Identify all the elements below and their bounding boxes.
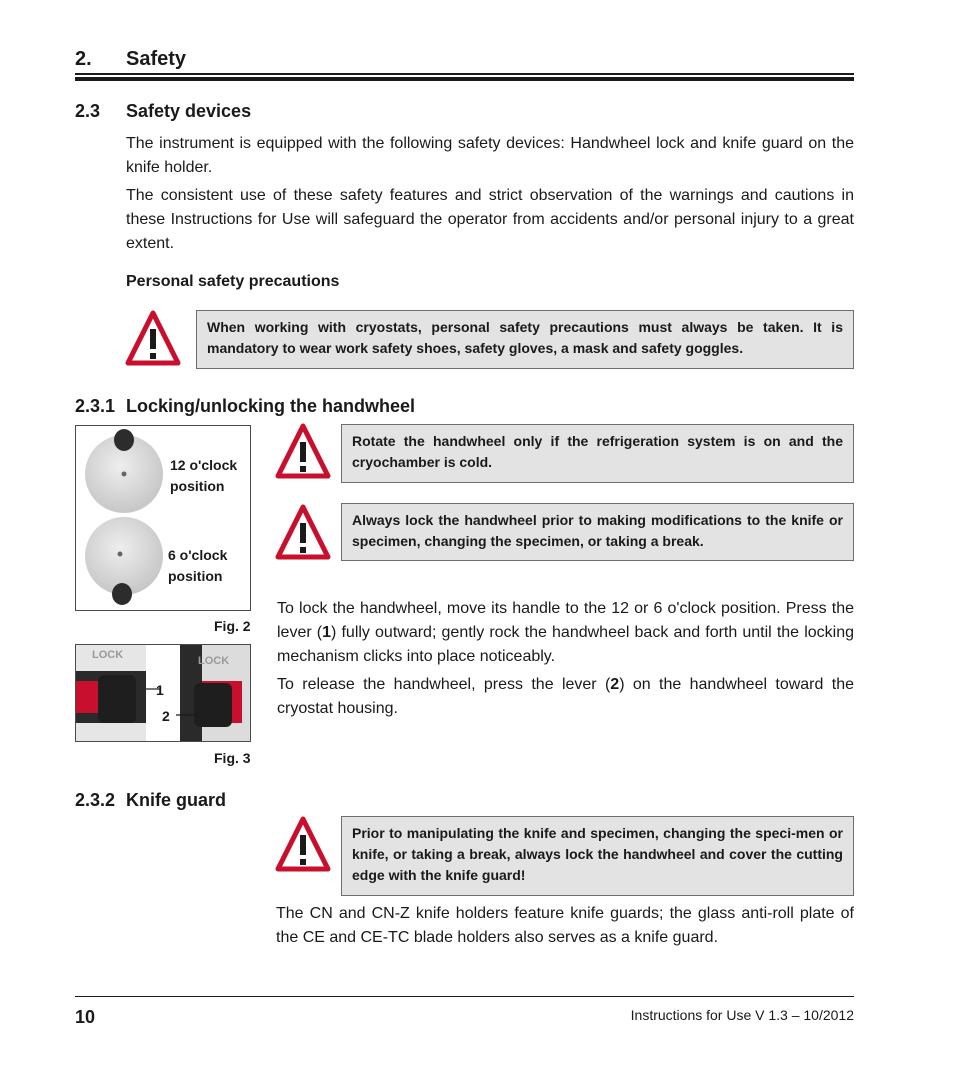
- release-paragraph: To release the handwheel, press the lever (2) on the handwheel toward the cryostat housing.: [277, 676, 854, 717]
- fig2-label-top-2: position: [170, 478, 225, 494]
- warning-box-refrigeration: Rotate the handwheel only if the refrigeration system is on and the cryochamber is cold.: [341, 424, 854, 483]
- warning-triangle-icon: [125, 309, 181, 367]
- warning-box-knife-guard: Prior to manipulating the knife and specimen, changing the speci-men or knife, or taking a break, always lock the handwheel and cover the cutting edge with the knife guard!: [341, 816, 854, 896]
- warning-triangle-icon: [275, 422, 331, 480]
- callout-2: 2: [162, 708, 170, 724]
- warning-triangle-icon: [275, 815, 331, 873]
- figure-3: [75, 644, 251, 742]
- subsection-title: Knife guard: [126, 790, 227, 810]
- fig3-caption: Fig. 3: [214, 750, 251, 766]
- chapter-title: Safety: [126, 48, 187, 70]
- header-rule-thick: [75, 77, 854, 81]
- fig2-label-top-1: 12 o'clock: [170, 457, 238, 473]
- callout-1: 1: [156, 682, 164, 698]
- lock-paragraph: To lock the handwheel, move its handle to the 12 or 6 o'clock position. Press the lever (1) fully outward; gently rock the handwheel back and forth until the locking mechanism clicks into place noticeably.: [277, 600, 854, 665]
- subsection-title: Locking/unlocking the handwheel: [126, 396, 416, 416]
- safety-paragraph: The consistent use of these safety features and strict observation of the warnings and cautions in these Instructions for Use will safeguard the operator from accidents and/or personal injury to a great extent.: [126, 187, 854, 252]
- warning-box-lock-handwheel: Always lock the handwheel prior to making modifications to the knife or specimen, changing the specimen, or taking a break.: [341, 503, 854, 561]
- warning-triangle-icon: [275, 503, 331, 561]
- fig2-label-bottom-1: 6 o'clock: [168, 547, 228, 563]
- fig2-label-bottom-2: position: [168, 568, 223, 584]
- lock-label-left: LOCK: [92, 649, 124, 661]
- warning-box-ppe: When working with cryostats, personal safety precautions must always be taken. It is mandatory to wear work safety shoes, safety gloves, a mask and safety goggles.: [196, 310, 854, 369]
- chapter-number: 2.: [75, 48, 92, 70]
- intro-paragraph: The instrument is equipped with the following safety devices: Handwheel lock and knife guard on the knife holder.: [126, 135, 854, 176]
- page-number: 10: [75, 1007, 96, 1027]
- figure-2: [75, 425, 251, 611]
- header-rule-thin: [75, 73, 854, 75]
- section-number: 2.3: [75, 101, 101, 121]
- lock-label-right: LOCK: [198, 655, 230, 667]
- subsection-number: 2.3.1: [75, 396, 116, 416]
- sub-heading: Personal safety precautions: [126, 273, 340, 290]
- subsection-number: 2.3.2: [75, 790, 116, 810]
- knife-guard-paragraph: The CN and CN-Z knife holders feature knife guards; the glass anti-roll plate of the CE and CE-TC blade holders also serves as a knife guard.: [276, 905, 854, 946]
- document-info: Instructions for Use V 1.3 – 10/2012: [630, 1007, 854, 1023]
- fig2-caption: Fig. 2: [214, 618, 251, 634]
- section-title: Safety devices: [126, 101, 252, 121]
- footer-rule: [75, 996, 854, 997]
